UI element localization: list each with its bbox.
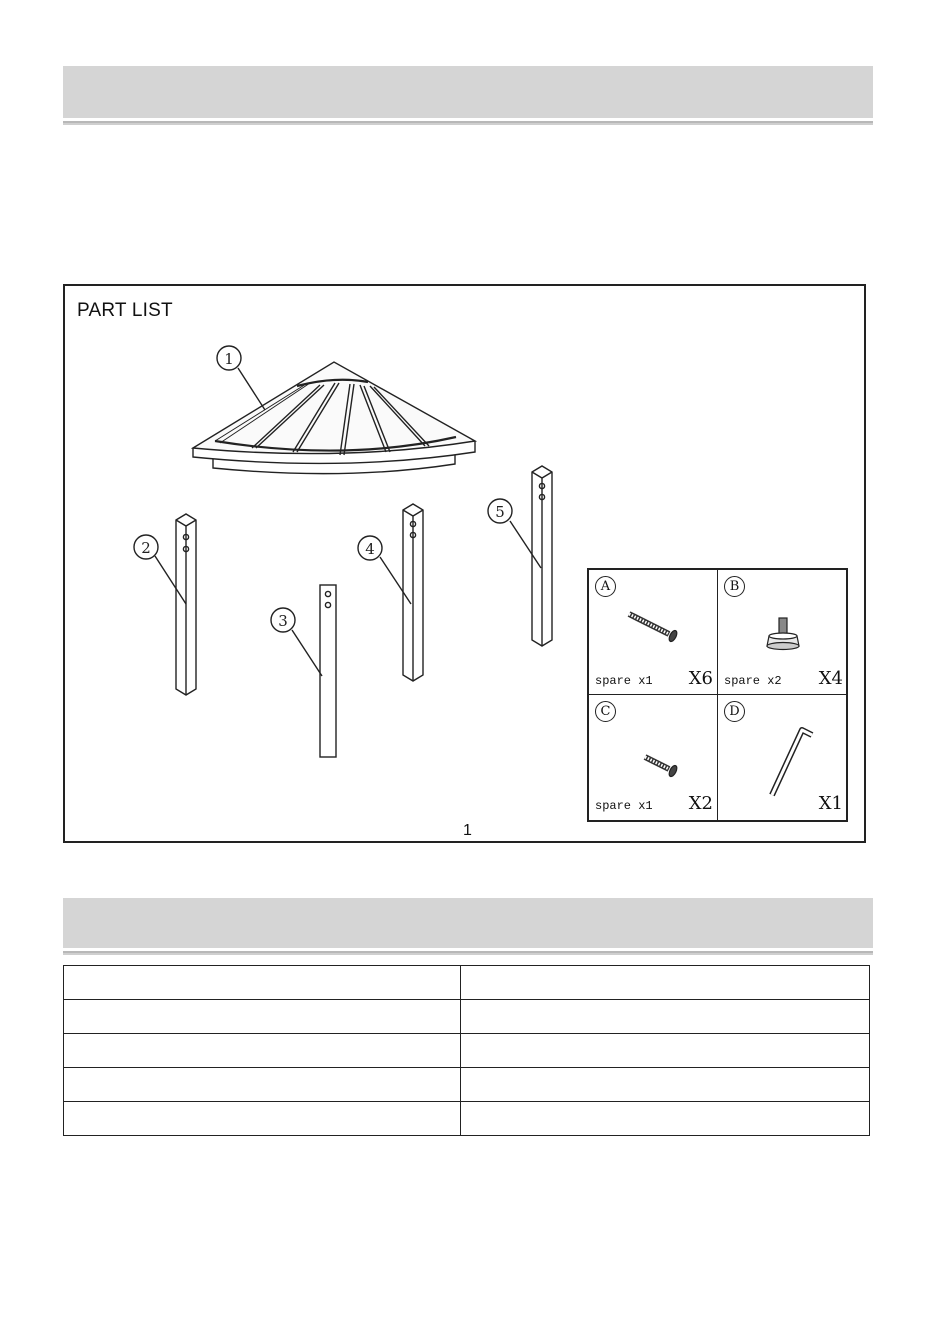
table-row [64, 1102, 870, 1136]
leg-2-drawing [176, 514, 196, 695]
hardware-letter-c: C [595, 701, 616, 722]
hardware-spare-a: spare x1 [595, 674, 653, 688]
hardware-spare-b: spare x2 [724, 674, 782, 688]
table-cell [64, 1034, 461, 1068]
part-list-title: PART LIST [77, 300, 173, 321]
callout-4-leader [380, 557, 411, 604]
hardware-letter-b: B [724, 576, 745, 597]
spec-table [63, 965, 870, 1136]
table-cell [64, 1102, 461, 1136]
hardware-qty-d: X1 [818, 793, 843, 814]
hardware-cell-a [589, 570, 718, 695]
hardware-qty-a: X6 [688, 668, 713, 689]
table-row [64, 1034, 870, 1068]
callout-1-label: 1 [224, 350, 234, 368]
callout-4-label: 4 [365, 540, 375, 558]
hardware-cell-b [718, 570, 847, 695]
second-header-rule [63, 951, 873, 955]
table-cell [64, 1068, 461, 1102]
callout-3-label: 3 [278, 612, 288, 630]
callout-5-label: 5 [495, 503, 505, 521]
table-row [64, 966, 870, 1000]
hardware-qty-c: X2 [688, 793, 713, 814]
table-row [64, 1068, 870, 1102]
leg-5-drawing [532, 466, 552, 646]
hardware-letter-d: D [724, 701, 745, 722]
table-cell [461, 1034, 870, 1068]
leg-3-drawing [320, 585, 336, 757]
callout-3-leader [292, 630, 322, 676]
table-cell [461, 966, 870, 1000]
callout-2-label: 2 [141, 539, 151, 557]
hardware-qty-b: X4 [818, 668, 843, 689]
hardware-letter-a: A [595, 576, 616, 597]
hardware-cell-d [718, 695, 847, 820]
table-cell [461, 1000, 870, 1034]
corner-shelf-drawing [193, 362, 475, 474]
hardware-spare-c: spare x1 [595, 799, 653, 813]
table-row [64, 1000, 870, 1034]
table-cell [64, 966, 461, 1000]
hardware-grid [587, 568, 848, 822]
callout-2-leader [155, 556, 186, 604]
callout-5-leader [510, 521, 541, 568]
table-cell [461, 1102, 870, 1136]
hardware-cell-c [589, 695, 718, 820]
table-cell [64, 1000, 461, 1034]
callout-1-leader [238, 368, 265, 410]
leg-4-drawing [403, 504, 423, 681]
second-header-band [63, 898, 873, 948]
page-number: 1 [463, 822, 472, 839]
table-cell [461, 1068, 870, 1102]
